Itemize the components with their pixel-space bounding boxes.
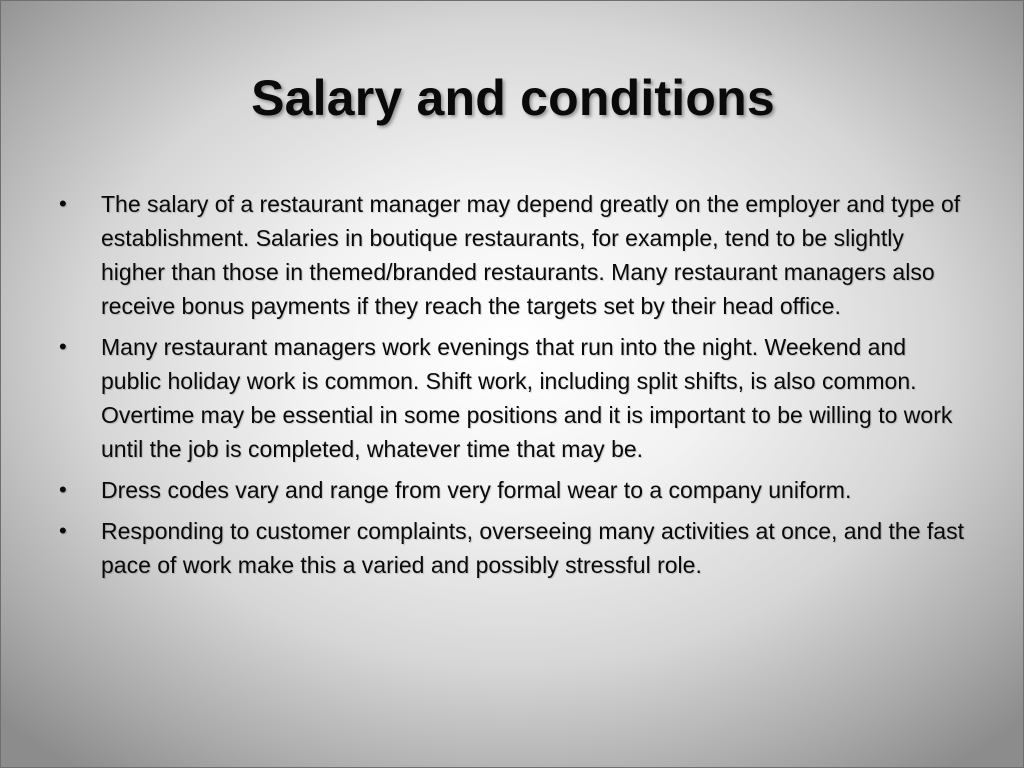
bullet-icon: • bbox=[59, 334, 67, 359]
bullet-item bbox=[59, 473, 964, 507]
bullet-list bbox=[59, 187, 964, 589]
bullet-text: Many restaurant managers work evenings that run into the night. Weekend and public holiday work is common. Shift work, including split shifts, is also common. Overtime may be essential in some positions and it is important to be willing to work until the job is completed, whatever time that may be. bbox=[101, 334, 953, 462]
bullet-item bbox=[59, 514, 964, 582]
slide-title: Salary and conditions bbox=[251, 70, 775, 126]
bullet-icon: • bbox=[59, 477, 67, 502]
bullet-icon: • bbox=[59, 191, 67, 216]
bullet-item bbox=[59, 187, 964, 323]
bullet-text: The salary of a restaurant manager may depend greatly on the employer and type of establishment. Salaries in boutique restaurants, for example, tend to be slightly higher than those in themed/branded restaurants. Many restaurant managers also receive bonus payments if they reach the targets set by their head office. bbox=[101, 191, 961, 319]
bullet-text: Responding to customer complaints, overseeing many activities at once, and the fast pace of work make this a varied and possibly stressful role. bbox=[101, 518, 964, 578]
bullet-text: Dress codes vary and range from very formal wear to a company uniform. bbox=[101, 477, 852, 503]
bullet-item bbox=[59, 330, 964, 466]
bullet-icon: • bbox=[59, 518, 67, 543]
